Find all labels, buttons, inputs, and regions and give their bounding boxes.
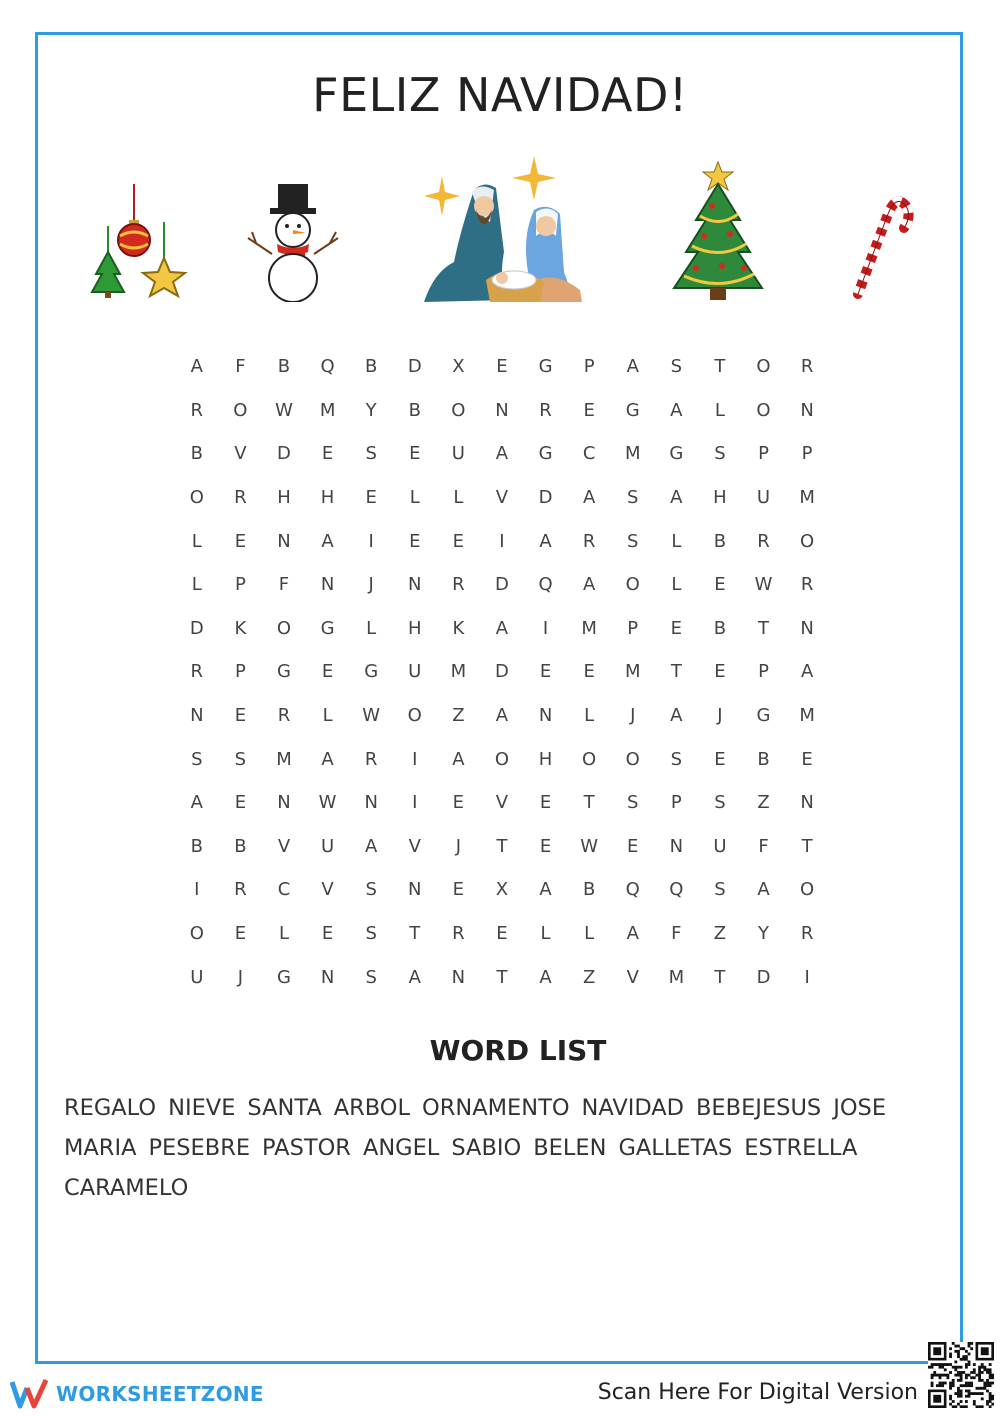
grid-cell[interactable]: N xyxy=(800,399,814,421)
grid-cell[interactable]: M xyxy=(668,966,685,988)
grid-cell[interactable]: E xyxy=(670,617,683,639)
grid-cell[interactable]: B xyxy=(757,748,770,770)
grid-cell[interactable]: E xyxy=(583,399,595,421)
grid-cell[interactable]: L xyxy=(671,574,682,596)
grid-cell[interactable]: X xyxy=(495,879,509,901)
grid-cell[interactable]: O xyxy=(189,487,204,509)
grid-cell[interactable]: E xyxy=(234,792,247,814)
grid-cell[interactable]: S xyxy=(234,748,247,770)
grid-cell[interactable]: O xyxy=(800,879,815,901)
scan-text: Scan Here For Digital Version xyxy=(597,1380,918,1405)
grid-cell[interactable]: E xyxy=(321,443,334,465)
grid-cell[interactable]: A xyxy=(626,356,639,378)
grid-cell[interactable]: J xyxy=(630,705,636,727)
grid-cell[interactable]: A xyxy=(582,487,596,509)
grid-cell[interactable]: T xyxy=(409,923,421,945)
word-list-item: REGALO xyxy=(64,1095,157,1121)
grid-cell[interactable]: T xyxy=(670,661,682,683)
grid-cell[interactable]: S xyxy=(191,748,203,770)
grid-cell[interactable]: B xyxy=(364,356,378,378)
grid-cell[interactable]: Y xyxy=(758,923,770,945)
grid-cell[interactable]: O xyxy=(451,399,466,421)
grid-cell[interactable]: L xyxy=(322,705,333,727)
grid-cell[interactable]: W xyxy=(318,792,337,814)
grid-cell[interactable]: R xyxy=(539,399,552,421)
grid-cell[interactable]: R xyxy=(800,574,814,596)
grid-cell[interactable]: F xyxy=(758,835,769,857)
grid-cell[interactable]: M xyxy=(276,748,292,770)
grid-cell[interactable]: L xyxy=(671,530,682,552)
grid-cell[interactable]: I xyxy=(499,530,505,552)
grid-cell[interactable]: P xyxy=(583,356,595,378)
word-list-item: GALLETAS xyxy=(618,1135,733,1161)
grid-cell[interactable]: N xyxy=(277,792,291,814)
grid-cell[interactable]: S xyxy=(365,879,377,901)
word-list-item: ANGEL xyxy=(362,1135,440,1161)
grid-cell[interactable]: P xyxy=(234,661,246,683)
grid-cell[interactable]: I xyxy=(412,792,418,814)
grid-cell[interactable]: J xyxy=(717,705,723,727)
grid-cell[interactable]: N xyxy=(451,966,466,988)
grid-cell[interactable]: O xyxy=(800,530,815,552)
grid-cell[interactable]: B xyxy=(234,835,247,857)
grid-cell[interactable]: P xyxy=(801,443,813,465)
grid-cell[interactable]: E xyxy=(452,879,465,901)
grid-cell[interactable]: W xyxy=(580,835,599,857)
grid-cell[interactable]: E xyxy=(539,792,552,814)
grid-cell[interactable]: G xyxy=(669,443,684,465)
grid-cell[interactable]: V xyxy=(408,835,421,857)
word-list-item: ORNAMENTO xyxy=(422,1095,570,1121)
grid-cell[interactable]: B xyxy=(713,530,727,552)
grid-cell[interactable]: L xyxy=(191,530,202,552)
grid-cell[interactable]: T xyxy=(801,835,813,857)
grid-cell[interactable]: R xyxy=(800,356,814,378)
grid-cell[interactable]: U xyxy=(756,487,771,509)
grid-cell[interactable]: E xyxy=(234,923,247,945)
grid-cell[interactable]: E xyxy=(714,574,726,596)
grid-cell[interactable]: W xyxy=(362,705,381,727)
grid-cell[interactable]: N xyxy=(408,879,422,901)
grid-cell[interactable]: P xyxy=(627,617,639,639)
word-list-item: NAVIDAD xyxy=(581,1095,684,1121)
word-list-item: MARIA xyxy=(64,1135,137,1161)
grid-cell[interactable]: R xyxy=(757,530,770,552)
grid-cell[interactable]: N xyxy=(669,835,684,857)
grid-cell[interactable]: B xyxy=(277,356,291,378)
grid-cell[interactable]: R xyxy=(234,487,247,509)
grid-cell[interactable]: P xyxy=(670,792,682,814)
word-list-item: PESEBRE xyxy=(148,1135,251,1161)
grid-cell[interactable]: I xyxy=(542,617,549,639)
grid-cell[interactable]: A xyxy=(495,705,509,727)
grid-cell[interactable]: J xyxy=(237,966,244,988)
grid-cell[interactable]: F xyxy=(278,574,290,596)
grid-cell[interactable]: W xyxy=(754,574,773,596)
grid-cell[interactable]: U xyxy=(713,835,727,857)
grid-cell[interactable]: Q xyxy=(625,879,640,901)
grid-cell[interactable]: E xyxy=(452,792,465,814)
grid-cell[interactable]: I xyxy=(368,530,374,552)
grid-cell[interactable]: A xyxy=(539,966,552,988)
grid-cell[interactable]: A xyxy=(539,530,552,552)
grid-cell[interactable]: F xyxy=(671,923,682,945)
grid-cell[interactable]: B xyxy=(408,399,421,421)
grid-cell[interactable]: Y xyxy=(365,399,377,421)
grid-cell[interactable]: E xyxy=(496,356,508,378)
grid-cell[interactable]: F xyxy=(235,356,246,378)
word-list-item: JOSE xyxy=(833,1095,887,1121)
grid-cell[interactable]: S xyxy=(365,966,377,988)
grid-cell[interactable]: G xyxy=(756,705,771,727)
grid-cell[interactable]: S xyxy=(627,792,639,814)
grid-cell[interactable]: D xyxy=(538,487,553,509)
grid-cell[interactable]: G xyxy=(320,617,335,639)
grid-cell[interactable]: A xyxy=(190,792,203,814)
grid-cell[interactable]: R xyxy=(364,748,378,770)
grid-cell[interactable]: P xyxy=(758,661,769,683)
grid-cell[interactable]: V xyxy=(495,487,509,509)
grid-cell[interactable]: S xyxy=(670,748,683,770)
word-list xyxy=(64,1088,924,1208)
grid-cell[interactable]: E xyxy=(321,923,334,945)
grid-cell[interactable]: N xyxy=(800,617,814,639)
grid-cell[interactable]: Q xyxy=(669,879,684,901)
grid-cell[interactable]: R xyxy=(452,574,465,596)
grid-cell[interactable]: M xyxy=(581,617,597,639)
grid-cell[interactable]: C xyxy=(582,443,596,465)
grid-cell[interactable]: V xyxy=(495,792,509,814)
word-list-item: PASTOR xyxy=(262,1135,351,1161)
grid-cell[interactable]: H xyxy=(407,617,422,639)
grid-cell[interactable]: S xyxy=(670,356,683,378)
nativity-icon xyxy=(414,152,590,310)
grid-cell[interactable]: N xyxy=(408,574,422,596)
grid-cell[interactable]: Q xyxy=(320,356,335,378)
grid-cell[interactable]: E xyxy=(627,835,639,857)
grid-cell[interactable]: L xyxy=(540,923,551,945)
grid-cell[interactable]: K xyxy=(452,617,465,639)
grid-cell[interactable]: O xyxy=(625,748,640,770)
christmas-tree-icon xyxy=(670,160,766,302)
grid-cell[interactable]: E xyxy=(452,530,465,552)
grid-cell[interactable]: K xyxy=(234,617,247,639)
grid-cell[interactable]: O xyxy=(407,705,422,727)
grid-cell[interactable]: T xyxy=(758,617,770,639)
grid-cell[interactable]: V xyxy=(234,443,247,465)
grid-cell[interactable]: R xyxy=(452,923,465,945)
grid-cell[interactable]: J xyxy=(368,574,374,596)
grid-cell[interactable]: T xyxy=(583,792,595,814)
grid-cell[interactable]: E xyxy=(321,661,334,683)
grid-cell[interactable]: P xyxy=(234,574,246,596)
grid-cell[interactable]: U xyxy=(408,661,422,683)
grid-cell[interactable]: S xyxy=(627,487,639,509)
grid-cell[interactable]: V xyxy=(277,835,291,857)
word-list-item: NIEVE xyxy=(168,1095,236,1121)
grid-cell[interactable]: S xyxy=(714,792,726,814)
grid-cell[interactable]: T xyxy=(714,356,726,378)
grid-cell[interactable]: M xyxy=(624,443,641,465)
grid-cell[interactable]: S xyxy=(365,923,377,945)
grid-cell[interactable]: L xyxy=(584,705,595,727)
grid-cell[interactable]: G xyxy=(538,356,553,378)
grid-cell[interactable]: R xyxy=(277,705,291,727)
grid-cell[interactable]: M xyxy=(624,661,641,683)
grid-cell[interactable]: E xyxy=(409,443,421,465)
grid-cell[interactable]: R xyxy=(582,530,596,552)
grid-cell[interactable]: L xyxy=(409,487,420,509)
grid-cell[interactable]: P xyxy=(758,443,769,465)
grid-cell[interactable]: T xyxy=(496,835,508,857)
grid-cell[interactable]: B xyxy=(713,617,727,639)
grid-cell[interactable]: N xyxy=(277,530,291,552)
grid-cell[interactable]: R xyxy=(190,399,204,421)
grid-cell[interactable]: Z xyxy=(582,966,596,988)
grid-cell[interactable]: A xyxy=(452,748,465,770)
grid-cell[interactable]: U xyxy=(451,443,465,465)
grid-cell[interactable]: G xyxy=(277,966,291,988)
grid-cell[interactable]: E xyxy=(496,923,508,945)
word-list-item: SANTA xyxy=(247,1095,322,1121)
brand-name: WORKSHEETZONE xyxy=(56,1382,264,1406)
grid-cell[interactable]: N xyxy=(190,705,204,727)
grid-cell[interactable]: N xyxy=(800,792,814,814)
grid-cell[interactable]: D xyxy=(407,356,422,378)
grid-cell[interactable]: E xyxy=(539,835,552,857)
grid-cell[interactable]: E xyxy=(365,487,377,509)
grid-cell[interactable]: O xyxy=(756,356,771,378)
grid-cell[interactable]: H xyxy=(320,487,335,509)
grid-cell[interactable]: A xyxy=(800,661,814,683)
grid-cell[interactable]: M xyxy=(450,661,467,683)
grid-cell[interactable]: I xyxy=(412,748,418,770)
grid-cell[interactable]: N xyxy=(538,705,553,727)
grid-cell[interactable]: A xyxy=(408,966,421,988)
grid-cell[interactable]: D xyxy=(495,661,509,683)
grid-cell[interactable]: O xyxy=(494,748,510,770)
grid-cell[interactable]: O xyxy=(276,617,292,639)
grid-cell[interactable]: D xyxy=(495,574,509,596)
grid-cell[interactable]: A xyxy=(582,574,596,596)
grid-cell[interactable]: X xyxy=(452,356,465,378)
grid-cell[interactable]: G xyxy=(364,661,379,683)
grid-cell[interactable]: A xyxy=(495,443,509,465)
word-list-item: SABIO xyxy=(451,1135,522,1161)
grid-cell[interactable]: G xyxy=(625,399,640,421)
word-list-item: CARAMELO xyxy=(64,1175,189,1201)
grid-cell[interactable]: G xyxy=(277,661,291,683)
grid-cell[interactable]: W xyxy=(275,399,293,421)
grid-cell[interactable]: E xyxy=(409,530,421,552)
grid-cell[interactable]: L xyxy=(278,923,289,945)
grid-cell[interactable]: Z xyxy=(713,923,727,945)
grid-cell[interactable]: B xyxy=(190,835,203,857)
grid-cell[interactable]: O xyxy=(582,748,597,770)
grid-cell[interactable]: L xyxy=(453,487,464,509)
word-list-item: ARBOL xyxy=(333,1095,411,1121)
grid-cell[interactable]: A xyxy=(365,835,378,857)
grid-cell[interactable]: C xyxy=(277,879,291,901)
grid-cell[interactable]: T xyxy=(496,966,508,988)
grid-cell[interactable]: N xyxy=(320,966,335,988)
grid-cell[interactable]: A xyxy=(321,530,334,552)
grid-cell[interactable]: N xyxy=(320,574,335,596)
grid-cell[interactable]: L xyxy=(191,574,202,596)
grid-cell[interactable]: E xyxy=(234,705,247,727)
grid-cell[interactable]: N xyxy=(495,399,509,421)
grid-cell[interactable]: B xyxy=(190,443,203,465)
worksheetzone-logo-icon xyxy=(10,1378,50,1410)
ornaments-icon xyxy=(86,180,192,300)
grid-cell[interactable]: N xyxy=(364,792,378,814)
grid-cell[interactable]: M xyxy=(319,399,336,421)
grid-cell[interactable]: A xyxy=(626,923,639,945)
grid-cell[interactable]: E xyxy=(714,661,726,683)
grid-cell[interactable]: A xyxy=(190,356,203,378)
grid-cell[interactable]: U xyxy=(190,966,204,988)
grid-cell[interactable]: M xyxy=(799,705,815,727)
grid-cell[interactable]: Q xyxy=(538,574,553,596)
grid-cell[interactable]: H xyxy=(538,748,553,770)
grid-cell[interactable]: L xyxy=(584,923,595,945)
grid-cell[interactable]: O xyxy=(233,399,248,421)
grid-cell[interactable]: R xyxy=(800,923,814,945)
grid-cell[interactable]: S xyxy=(627,530,639,552)
grid-cell[interactable]: Z xyxy=(757,792,770,814)
grid-cell[interactable]: A xyxy=(321,748,334,770)
grid-cell[interactable]: H xyxy=(277,487,291,509)
grid-cell[interactable]: A xyxy=(495,617,509,639)
word-list-title: WORD LIST xyxy=(429,1034,607,1067)
grid-cell[interactable]: A xyxy=(757,879,770,901)
grid-cell[interactable]: E xyxy=(583,661,595,683)
grid-cell[interactable]: J xyxy=(455,835,462,857)
grid-cell[interactable]: D xyxy=(277,443,291,465)
grid-cell[interactable]: E xyxy=(801,748,813,770)
grid-cell[interactable]: E xyxy=(234,530,247,552)
grid-cell[interactable]: S xyxy=(365,443,377,465)
word-search-grid xyxy=(175,345,829,999)
grid-cell[interactable]: L xyxy=(714,399,725,421)
grid-cell[interactable]: Z xyxy=(452,705,465,727)
grid-cell[interactable]: V xyxy=(626,966,639,988)
qr-code-icon[interactable] xyxy=(928,1342,994,1408)
grid-cell[interactable]: R xyxy=(234,879,247,901)
word-list-item: ESTRELLA xyxy=(744,1135,858,1161)
grid-cell[interactable]: I xyxy=(804,966,810,988)
grid-cell[interactable]: E xyxy=(714,748,726,770)
grid-cell[interactable]: H xyxy=(713,487,727,509)
grid-cell[interactable]: O xyxy=(625,574,640,596)
grid-cell[interactable]: A xyxy=(539,879,552,901)
grid-cell[interactable]: T xyxy=(714,966,726,988)
grid-cell[interactable]: E xyxy=(539,661,552,683)
grid-cell[interactable]: L xyxy=(366,617,377,639)
grid-cell[interactable]: G xyxy=(538,443,553,465)
word-list-item: BEBEJESUS xyxy=(696,1095,822,1121)
grid-cell[interactable]: U xyxy=(320,835,335,857)
grid-cell[interactable]: O xyxy=(189,923,204,945)
grid-cell[interactable]: D xyxy=(189,617,204,639)
grid-cell[interactable]: A xyxy=(670,705,683,727)
grid-cell[interactable]: I xyxy=(194,879,200,901)
grid-cell[interactable]: R xyxy=(190,661,204,683)
brand-logo xyxy=(10,1376,264,1412)
word-list-item: BELEN xyxy=(533,1135,607,1161)
grid-cell[interactable]: S xyxy=(714,443,726,465)
page-title: FELIZ NAVIDAD! xyxy=(312,68,688,122)
grid-cell[interactable]: M xyxy=(799,487,815,509)
grid-cell[interactable]: A xyxy=(670,399,683,421)
grid-cell[interactable]: A xyxy=(670,487,683,509)
grid-cell[interactable]: O xyxy=(756,399,771,421)
grid-cell[interactable]: B xyxy=(582,879,596,901)
grid-cell[interactable]: S xyxy=(714,879,726,901)
grid-cell[interactable]: V xyxy=(321,879,334,901)
snowman-icon xyxy=(242,182,344,302)
candy-cane-icon xyxy=(848,184,918,300)
grid-cell[interactable]: D xyxy=(756,966,771,988)
